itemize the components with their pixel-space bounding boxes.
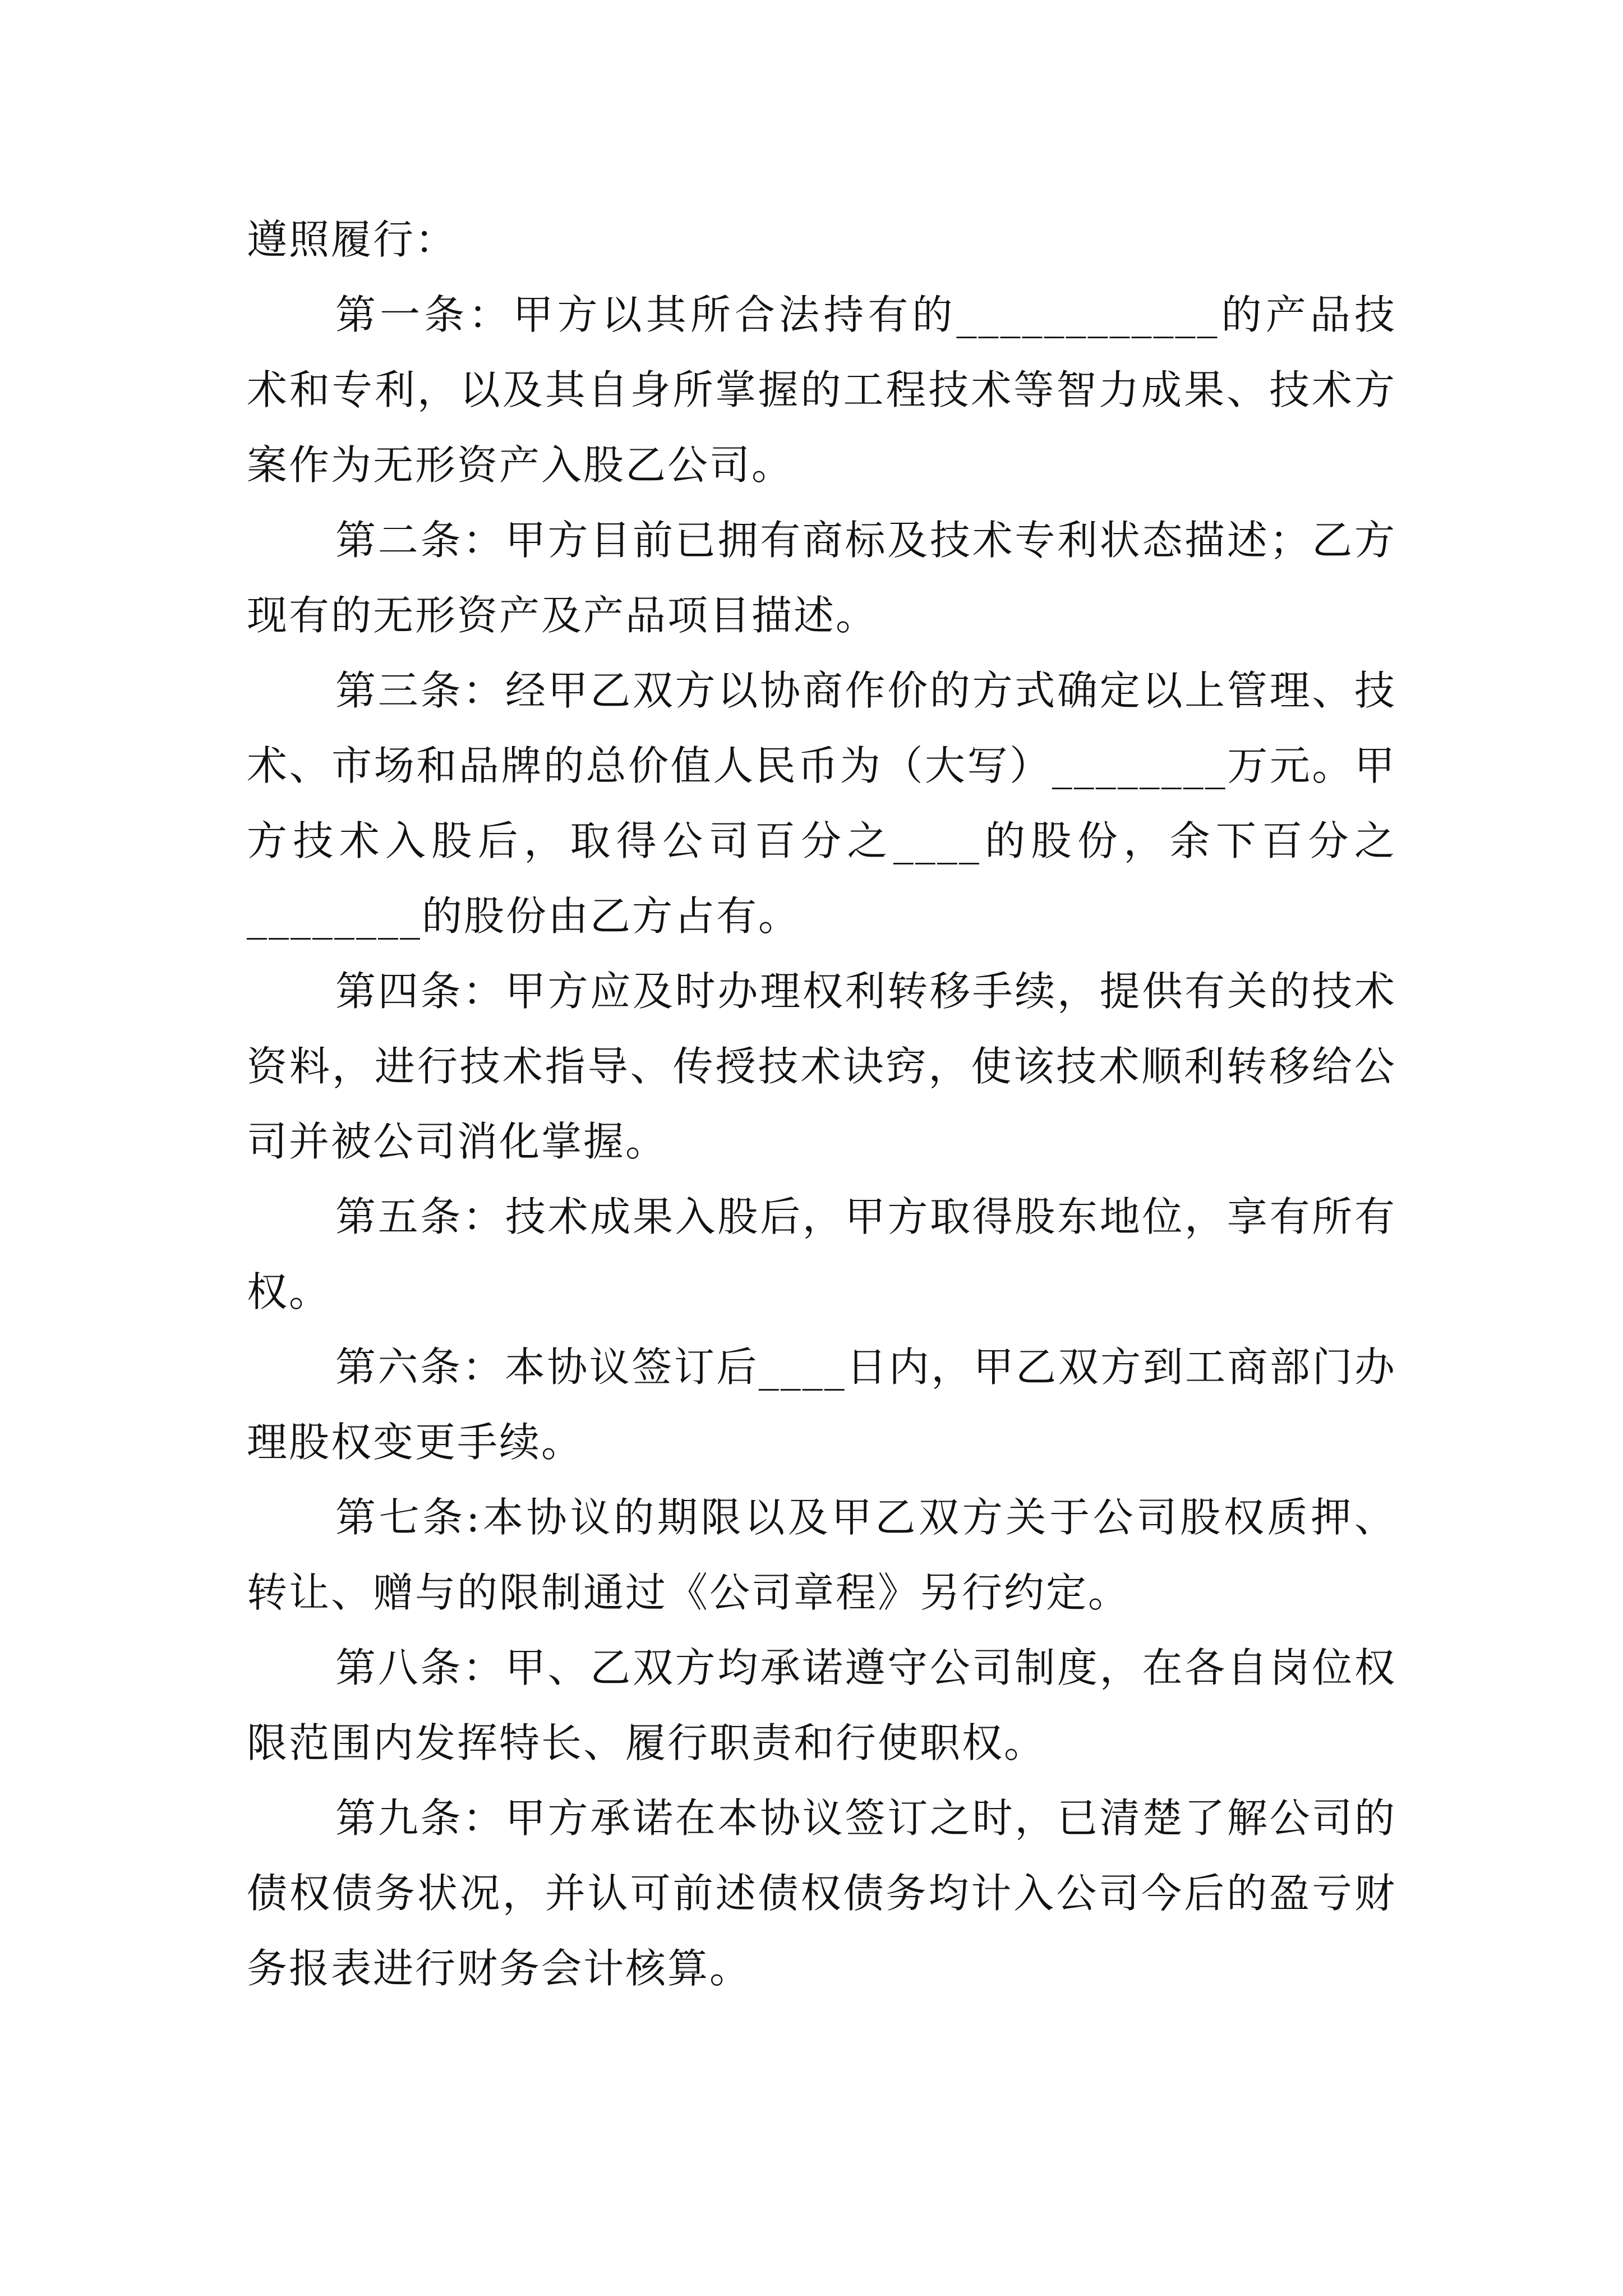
- paragraph-intro: 遵照履行：: [247, 216, 458, 263]
- paragraph-article-1: 第一条：甲方以其所合法持有的____________的产品技术和专利，以及其自身所掌握的工程技术等智力成果、技术方案作为无形资产入股乙公司。: [247, 291, 1396, 489]
- paragraph-article-4: 第四条：甲方应及时办理权利转移手续，提供有关的技术资料，进行技术指导、传授技术诀窍，使该技术顺利转移给公司并被公司消化掌握。: [247, 968, 1396, 1165]
- paragraph-article-6: 第六条：本协议签订后____日内，甲乙双方到工商部门办理股权变更手续。: [247, 1343, 1396, 1466]
- paragraph-article-9: 第九条：甲方承诺在本协议签订之时，已清楚了解公司的债权债务状况，并认可前述债权债务均计入公司今后的盈亏财务报表进行财务会计核算。: [247, 1795, 1396, 1992]
- document-body: [247, 202, 1396, 2006]
- paragraph-article-3: 第三条：经甲乙双方以协商作价的方式确定以上管理、技术、市场和品牌的总价值人民币为（大写）________万元。甲方技术入股后，取得公司百分之____的股份，余下百分之________的股份由乙方占有。: [247, 667, 1396, 940]
- paragraph-article-5: 第五条：技术成果入股后，甲方取得股东地位，享有所有权。: [247, 1193, 1396, 1315]
- paragraph-article-7: 第七条:本协议的期限以及甲乙双方关于公司股权质押、转让、赠与的限制通过《公司章程》另行约定。: [247, 1494, 1396, 1616]
- paragraph-article-2: 第二条：甲方目前已拥有商标及技术专利状态描述；乙方现有的无形资产及产品项目描述。: [247, 517, 1396, 639]
- paragraph-article-8: 第八条：甲、乙双方均承诺遵守公司制度，在各自岗位权限范围内发挥特长、履行职责和行使职权。: [247, 1644, 1396, 1766]
